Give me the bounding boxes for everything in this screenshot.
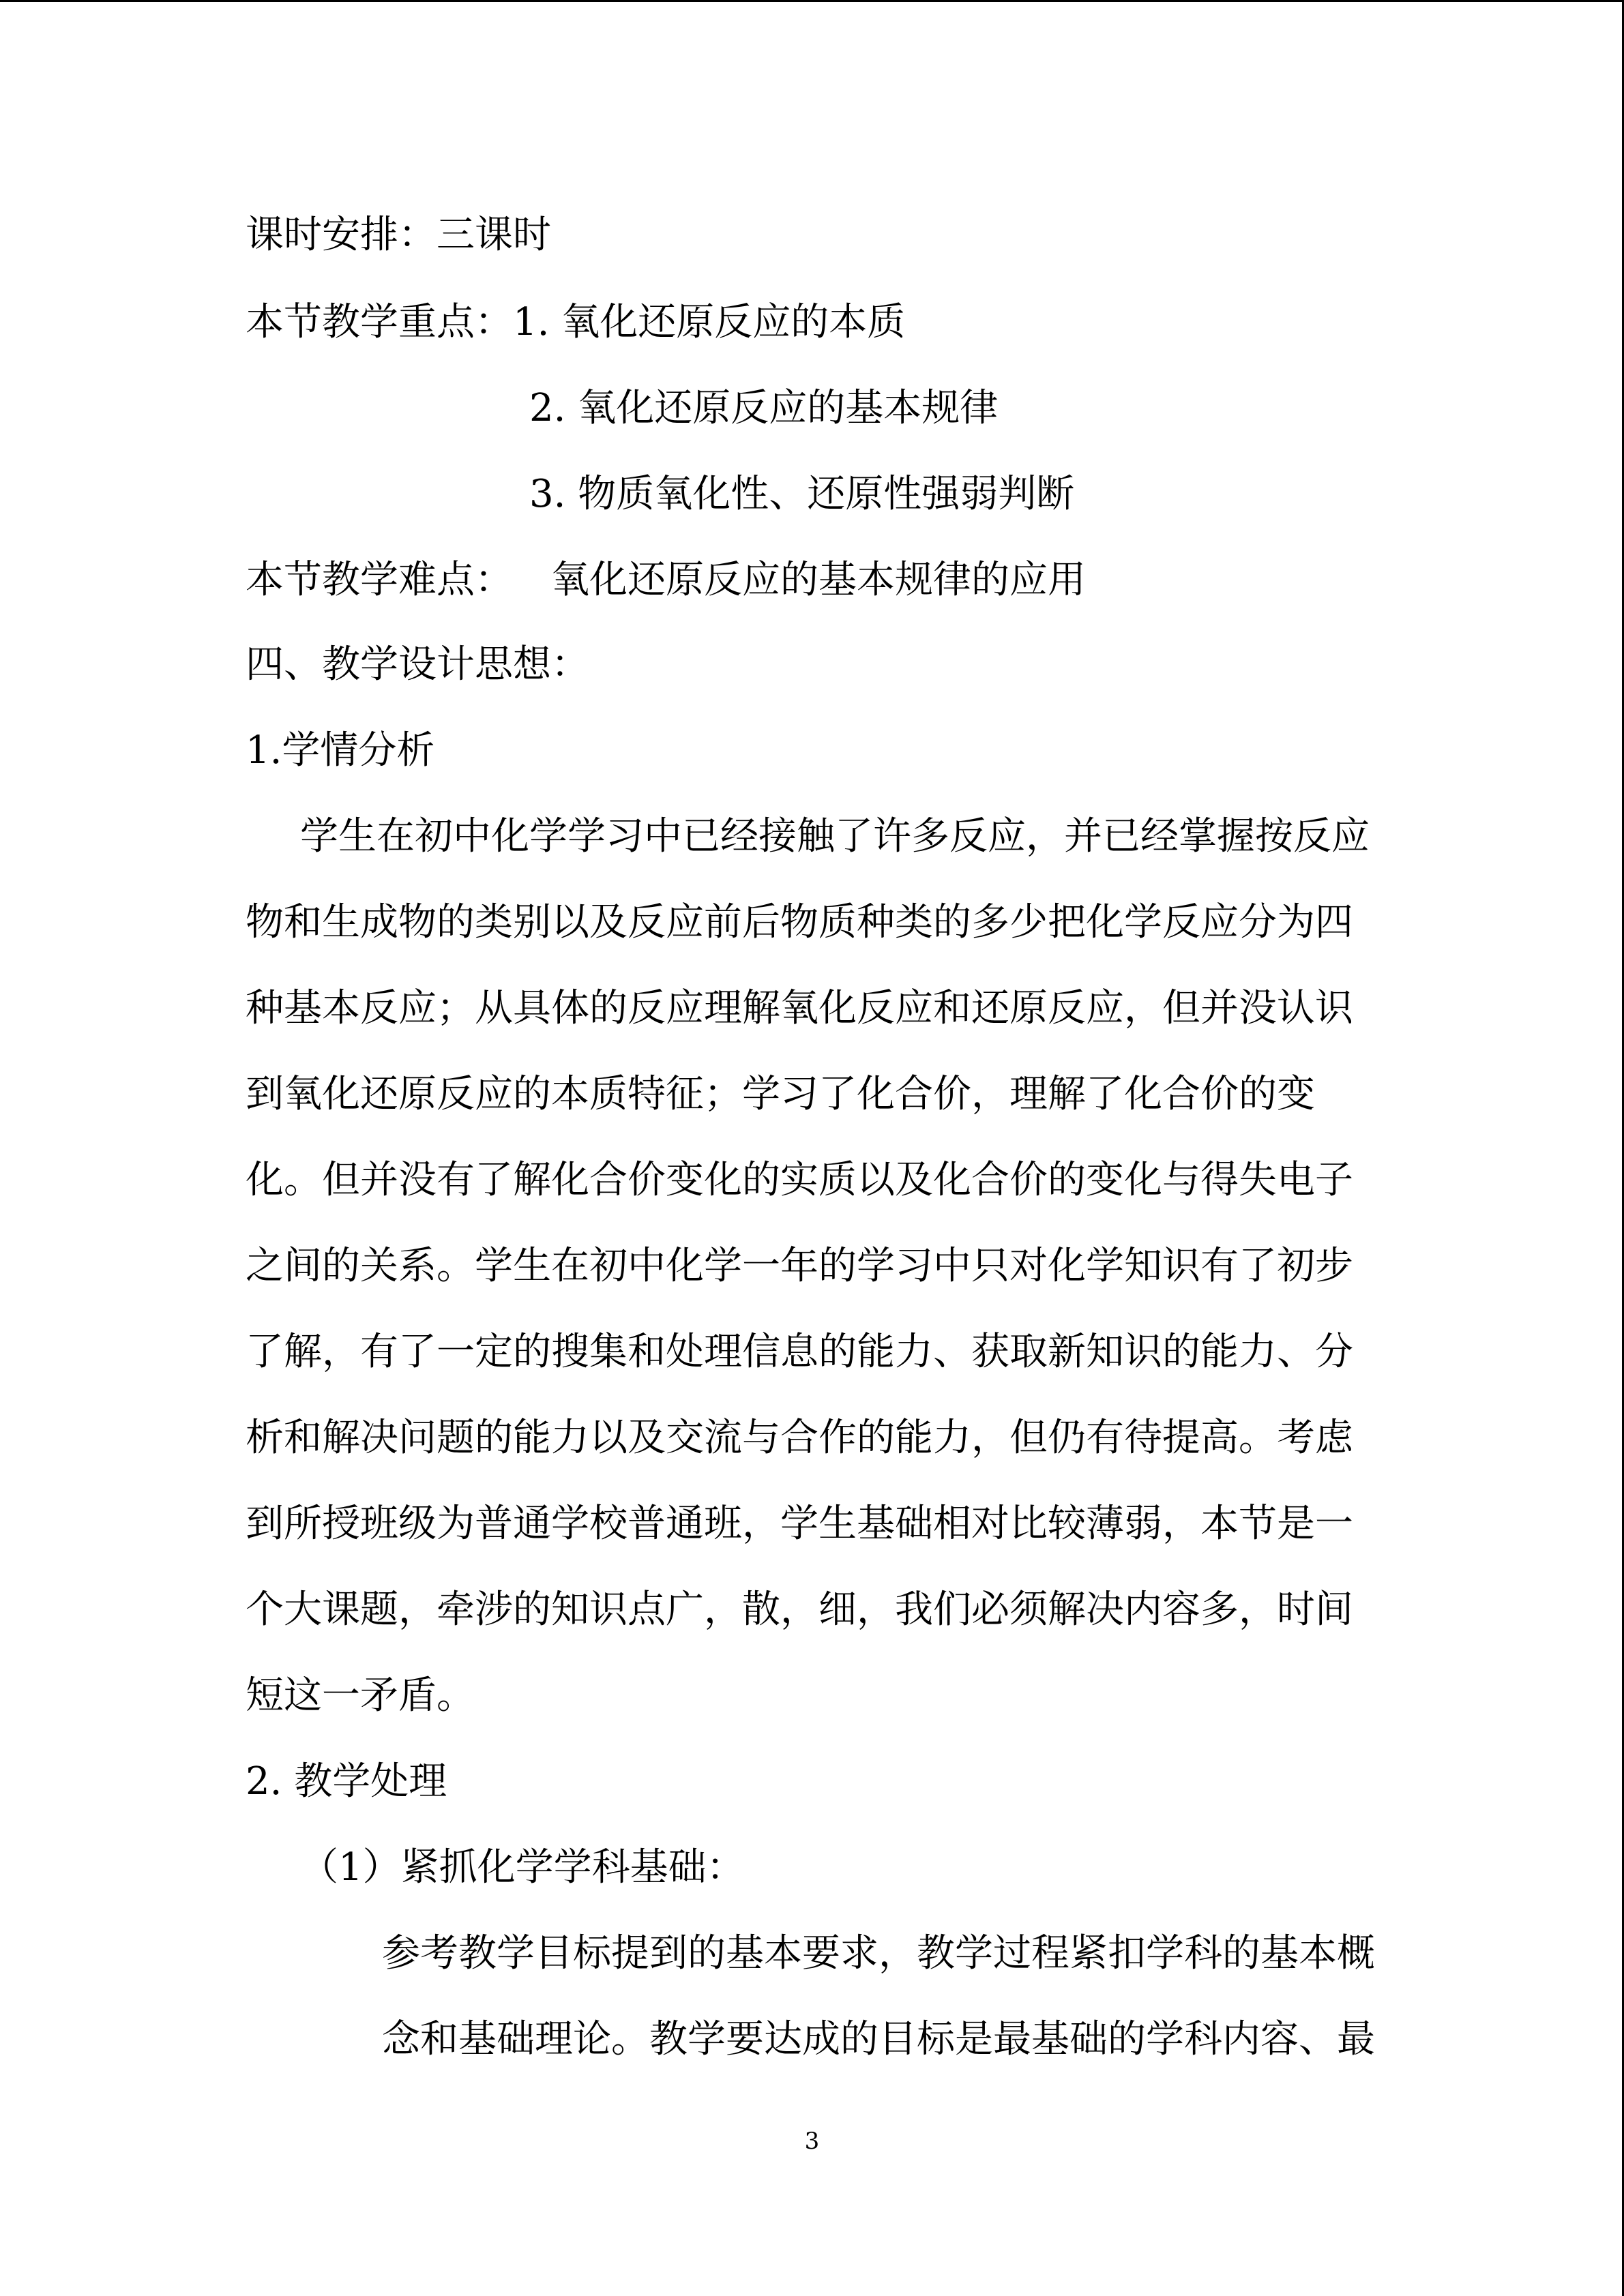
paragraph-line: 之间的关系。学生在初中化学一年的学习中只对化学知识有了初步: [246, 1244, 1353, 1288]
paragraph-line: 短这一矛盾。: [246, 1673, 475, 1718]
key-point-item: 1. 氧化还原反应的本质: [513, 300, 906, 344]
schedule-line: [246, 211, 551, 259]
student-analysis-heading: 1.学情分析: [246, 728, 435, 773]
paragraph-line: 析和解决问题的能力以及交流与合作的能力，但仍有待提高。考虑: [246, 1416, 1353, 1460]
schedule-value: 三课时: [437, 213, 551, 257]
teaching-process-subheading: （1）紧抓化学学科基础：: [300, 1845, 745, 1890]
paragraph-line: 到所授班级为普通学校普通班，学生基础相对比较薄弱，本节是一: [246, 1502, 1353, 1546]
page-number: 3: [804, 2128, 820, 2155]
paragraph-line: 化。但并没有了解化合价变化的实质以及化合价的变化与得失电子: [246, 1158, 1353, 1202]
section-heading: 四、教学设计思想：: [246, 642, 589, 687]
paragraph-line: 参考教学目标提到的基本要求，教学过程紧扣学科的基本概: [382, 1931, 1375, 1976]
key-point-item: 3. 物质氧化性、还原性强弱判断: [529, 472, 1075, 516]
schedule-label: 课时安排：: [246, 213, 437, 257]
difficult-points-value: 氧化还原反应的基本规律的应用: [551, 558, 1086, 602]
difficult-points-line: [246, 556, 1086, 604]
paragraph-line: 念和基础理论。教学要达成的目标是最基础的学科内容、最: [382, 2017, 1375, 2061]
paragraph-line: 物和生成物的类别以及反应前后物质种类的多少把化学反应分为四: [246, 900, 1353, 944]
key-points-line: [246, 299, 905, 346]
paragraph-line: 学生在初中化学学习中已经接触了许多反应，并已经掌握按反应: [300, 814, 1370, 859]
key-points-label: 本节教学重点：: [246, 300, 513, 344]
paragraph-line: 种基本反应；从具体的反应理解氧化反应和还原反应，但并没认识: [246, 986, 1353, 1030]
key-point-item: 2. 氧化还原反应的基本规律: [529, 386, 999, 430]
paragraph-line: 到氧化还原反应的本质特征；学习了化合价，理解了化合价的变: [246, 1072, 1315, 1116]
teaching-process-heading: 2. 教学处理: [246, 1759, 447, 1804]
paragraph-line: 个大课题，牵涉的知识点广，散，细，我们必须解决内容多，时间: [246, 1587, 1353, 1632]
difficult-points-label: 本节教学难点：: [246, 558, 513, 602]
paragraph-line: 了解，有了一定的搜集和处理信息的能力、获取新知识的能力、分: [246, 1330, 1353, 1374]
